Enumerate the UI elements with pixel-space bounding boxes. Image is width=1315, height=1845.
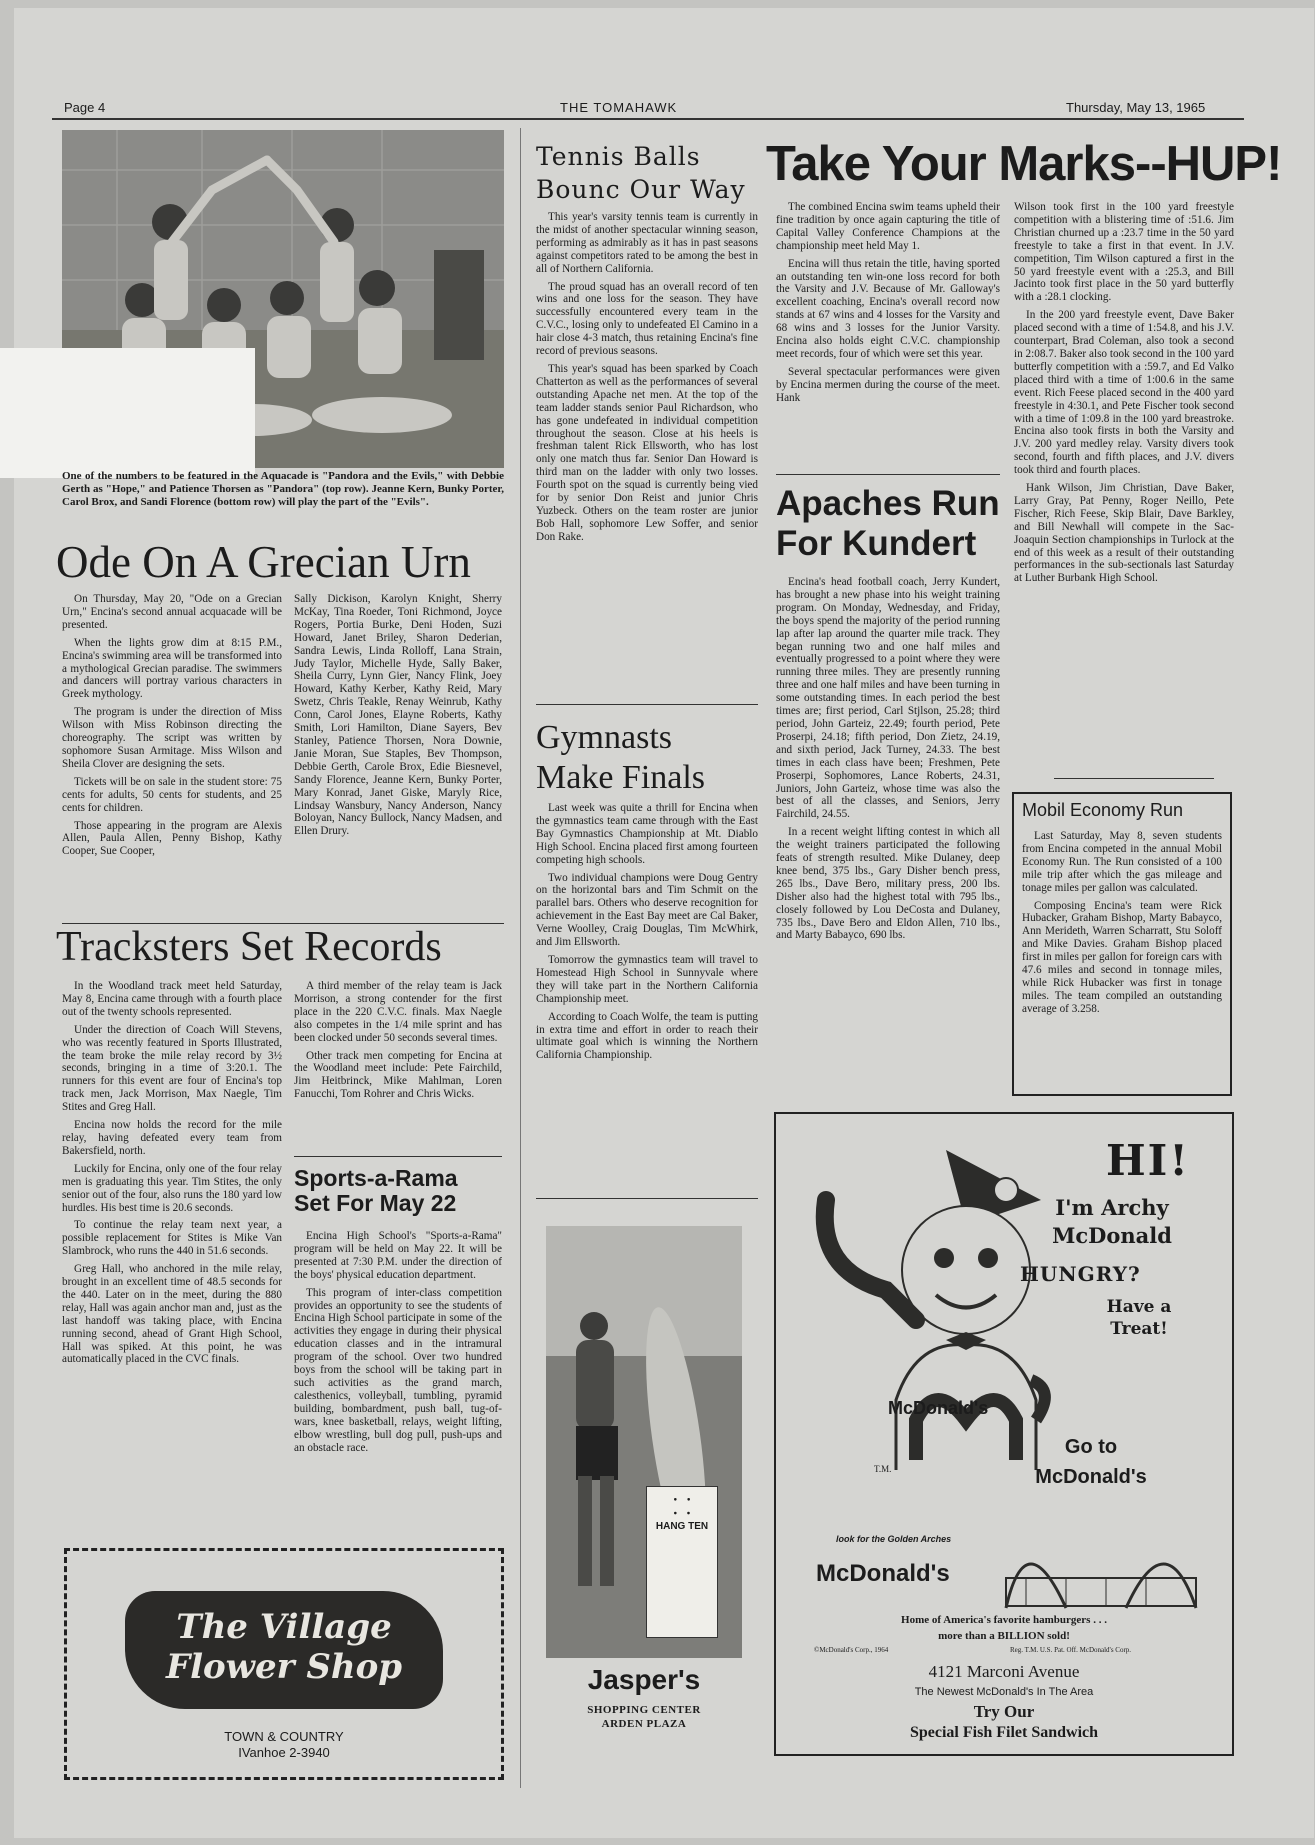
apaches-headline-line1: Apaches Run: [776, 484, 1000, 523]
gymnasts-para: According to Coach Wolfe, the team is putting in extra time and effort in order to reach their ultimate goal which is winning the Northern California Championship.: [536, 1010, 758, 1062]
track-para: A third member of the relay team is Jack Morrison, a strong contender for the first place in the 220 C.V.C. finals. Max Naegle also competes in the 1/4 mile sprint and has been clocked under 50 seconds several times.: [294, 980, 502, 1044]
gymnasts-para: Tomorrow the gymnastics team will travel to Homestead High School in Sunnyvale where they will take part in the Northern California Championship meet.: [536, 953, 758, 1005]
mcd-intro: [1042, 1194, 1182, 1250]
mobil-para: Last Saturday, May 8, seven students from Encina competed in the annual Mobil Economy Run. The Run consisted of a 100 mile trip after which the gas mileage and tonage miles per gallon was calculated.: [1022, 830, 1222, 894]
track-para: Other track men competing for Encina at the Woodland meet include: Pete Fairchild, Jim Heitbrinck, Mike Mahlman, Loren Fanucchi, Tom Rohrer and Chris Wicks.: [294, 1049, 502, 1101]
tennis-headline-line1: Tennis Balls: [536, 142, 701, 171]
mcd-trademark: Reg. T.M. U.S. Pat. Off. McDonald's Corp.: [1010, 1646, 1132, 1654]
apaches-headline: [776, 484, 1000, 564]
gymnasts-headline: [536, 718, 705, 798]
photo-caption: One of the numbers to be featured in the Aquacade is "Pandora and the Evils," with Debbie Gerth as "Hope," and Patience Thorsen as "Pandora" (top row). Jeanne Kern, Bunky Porter, Carol Brox, and Sandi Florence (bottom row) will play the part of the "Evils".: [62, 470, 504, 508]
swim-column-1: [776, 201, 1000, 410]
track-para: In the Woodland track meet held Saturday, May 8, Encina came through with a fourth place out of the twenty schools represented.: [62, 980, 282, 1018]
mcd-im-line1: I'm Archy: [1055, 1195, 1169, 1220]
mcd-goto-line1: Go to: [1064, 1436, 1118, 1458]
section-divider: [536, 704, 758, 705]
sportsarama-headline-line2: Set For May 22: [294, 1190, 457, 1217]
jaspers-name: Jasper's: [587, 1664, 701, 1695]
ode-column-1: [62, 593, 282, 863]
ode-para: Tickets will be on sale in the student store: 75 cents for adults, 50 cents for students, and 25 cents for children.: [62, 775, 282, 814]
ode-column-2: [294, 593, 502, 843]
swim-para: Hank Wilson, Jim Christian, Dave Baker, Larry Gray, Pat Penny, Roger Neillo, Pete Fischer, Rich Feese, Skip Blair, Dave Barkley, and Bill Newhall will compete in the Sac-Joaquin Section championships in Turlock at the end of this week as a result of their outstanding performances in the sub-sectionals last Saturday at Luther Burbank High School.: [1014, 482, 1234, 585]
section-divider: [1054, 778, 1214, 779]
issue-date: Thursday, May 13, 1965: [1066, 100, 1206, 115]
gymnasts-body: [536, 802, 758, 1067]
mcd-goto-line2: McDonald's: [1035, 1466, 1147, 1488]
section-divider: [536, 1198, 758, 1199]
mcd-newest: The Newest McDonald's In The Area: [914, 1686, 1094, 1698]
apaches-body: [776, 576, 1000, 947]
gymnasts-headline-line2: Make Finals: [536, 759, 706, 796]
archy-mascot-icon: [796, 1130, 1056, 1470]
feet-icon: ⸬: [672, 1494, 692, 1519]
section-divider: [776, 474, 1000, 475]
track-column-2: [294, 980, 502, 1106]
mcd-treat: [1084, 1296, 1194, 1340]
sportsarama-para: Encina High School's "Sports-a-Rama" program will be held on May 22. It will be presented at 7:30 P.M. under the direction of the boys' physical education department.: [294, 1230, 502, 1281]
swim-para: The combined Encina swim teams upheld their fine tradition by once again capturing the title of Capital Valley Conference Champions at the championship meet held May 1.: [776, 201, 1000, 252]
gymnasts-headline-line1: Gymnasts: [536, 719, 672, 756]
newspaper-page: [14, 8, 1314, 1838]
track-column-1: [62, 980, 282, 1371]
gymnasts-para: Last week was quite a thrill for Encina when the gymnastics team came through with the East Bay Gymnastics Championship at Mt. Diablo High School. Encina placed first among fourteen competing high schools.: [536, 802, 758, 866]
mcd-try: Try Our: [973, 1702, 1035, 1721]
mobil-para: Composing Encina's team were Rick Hubacker, Graham Bishop, Marty Babayco, Ann Merideth, Warren Scharratt, Stu Soloff and Mike Davies. Graham Bishop placed first in miles per gallon for foreign cars with 47.6 miles and second in tonnage miles, while Rick Hubacker was first in tonage miles. The team compiled an outstanding average of 3.258.: [1022, 899, 1222, 1015]
tennis-para: This year's squad has been sparked by Coach Chatterton as well as the performances of several outstanding Apache net men. At the top of the team ladder stands senior Paul Richardson, who has gone undefeated in individual competition throughout the season. Close at his heels is freshman talent Rick Ellsworth, who has lost only one match thus far. Senior Dan Howard is third man on the ladder with only two losses. Fourth spot on the squad is currently being vied for by senior Don Reist and junior Chris Yuzbeck. Others on the team roster are junior Bob Hall, sophomore Lew Soffer, and senior Don Rake.: [536, 362, 758, 543]
sportsarama-body: [294, 1230, 502, 1459]
page-number: Page 4: [64, 100, 106, 115]
mcd-restaurant-icon: [986, 1530, 1216, 1610]
swim-para: Several spectacular performances were given by Encina mermen during the course of the meet. Hank: [776, 365, 1000, 404]
village-ad-phone: IVanhoe 2-3940: [238, 1745, 330, 1760]
mobil-body: [1022, 830, 1222, 1021]
swim-para: In the 200 yard freestyle event, Dave Baker placed second with a time of 1:54.8, and his J.V. counterpart, Brad Coleman, also took a second in 2:08.7. Baker also took second in the 100 yard butterfly competition with a :59.7, and Ed Valko placed third with a time of 1:00.6 in the same event. Rich Feese placed second in the 400 yard freestyle in 4:30.1, and Pete Fischer took second with a time of 1:09.8 in the 100 yard breastroke. Encina also took firsts in both the Varsity and J.V. 200 yard medley relay. Varsity divers took second, fourth and fifth places, and J.V. divers took third and fourth places.: [1014, 309, 1234, 477]
mcdonalds-ad: [774, 1112, 1234, 1756]
mcd-arch-label: McDonald's: [888, 1398, 989, 1418]
surfer-photo: [546, 1226, 742, 1658]
swim-column-2: [1014, 201, 1234, 590]
ode-para: On Thursday, May 20, "Ode on a Grecian Urn," Encina's second annual acquacade will be presented.: [62, 593, 282, 631]
sportsarama-headline: [294, 1166, 458, 1217]
mcd-billion: more than a BILLION sold!: [938, 1630, 1070, 1642]
swim-headline: Take Your Marks--HUP!: [766, 137, 1282, 191]
mcd-address: 4121 Marconi Avenue: [928, 1662, 1080, 1681]
mcd-fish: Special Fish Filet Sandwich: [909, 1724, 1099, 1741]
jaspers-sub2: ARDEN PLAZA: [601, 1718, 687, 1730]
mcd-tm: T.M.: [874, 1464, 892, 1474]
track-headline: Tracksters Set Records: [56, 924, 442, 970]
paper-patch: [0, 348, 255, 478]
section-divider: [294, 1156, 502, 1157]
mcd-golden-arches-text: look for the Golden Arches: [836, 1534, 952, 1544]
sportsarama-headline-line1: Sports-a-Rama: [294, 1165, 458, 1191]
village-ad-logo: [127, 1607, 441, 1687]
ode-headline: Ode On A Grecian Urn: [56, 537, 471, 587]
track-para: To continue the relay team next year, a possible replacement for Stites is Mike Van Slambrock, who runs the 440 in 51.6 seconds.: [62, 1219, 282, 1258]
track-para: Under the direction of Coach Will Stevens, who was recently featured in Sports Illustrated, the team broke the mile relay record by 3½ seconds, bringing in a time of 3:20.1. The runners for this event are four of Encina's top track men, Jack Morrison, Max Naegle, Tim Stites and Greg Hall.: [62, 1023, 282, 1114]
ode-cast: Sally Dickison, Karolyn Knight, Sherry McKay, Tina Roeder, Toni Richmond, Joyce Rogers, Portia Burke, Deni Hoden, Suzi Howard, Janet Briley, Sharon Dederian, Sandra Lewis, Linda Rolloff, Lana Strain, Judy Taylor, Michelle Hyde, Sally Baker, Sheila Curry, Lynn Gier, Nancy Flink, Joey Howard, Kathy Kerber, Kathy Reid, Mary Swetz, Chris Teakle, Renay Weinrub, Kathy Conn, Carol Jones, Elayne Roberts, Kathy Smith, Lori Hamilton, Diane Sayers, Bev Stanley, Patience Thorsen, Nora Downie, Janie Moran, Sue Staples, Bev Thompson, Debbie Gerth, Carole Brox, Edie Biesnevel, Sandy Florence, Jeanne Kern, Bunky Porter, Mary Konrad, Janet Giske, Maryly Rice, Lindsay Wansbury, Nancy Anderson, Nancy Boloyan, Nancy Bullock, Nancy Madsen, and Ellen Drury.: [294, 593, 502, 838]
ode-para: When the lights grow dim at 8:15 P.M., Encina's swimming area will be transformed into a mythological Grecian paradise. The swimmers and dancers will portray various characters in Greek mythology.: [62, 636, 282, 701]
village-ad-sub1: TOWN & COUNTRY: [224, 1729, 344, 1744]
apaches-para: In a recent weight lifting contest in which all the weight trainers participated the following feats of strength resulted. Mike Dulaney, deep knee bend, 375 lbs., Gary Disher bench press, 265 lbs., Dave Bero, military press, 200 lbs. Disher also had the highest total with 795 lbs., closely followed by Lou DeCosta and Dulaney, 735 lbs., Dave Bero and Eldon Allen, 710 lbs., and Marty Babayco, 690 lbs.: [776, 826, 1000, 942]
mcd-treat-line2: Treat!: [1110, 1319, 1168, 1339]
mcd-treat-line1: Have a: [1106, 1297, 1172, 1317]
tennis-para: This year's varsity tennis team is currently in the midst of another spectacular winning season, performing as admirably as it has in past seasons against competitors rated to be among the best in all of Northern California.: [536, 211, 758, 275]
mcd-im-line2: McDonald: [1052, 1223, 1172, 1248]
ode-para: The program is under the direction of Miss Wilson with Miss Robinson directing the choreography. The script was written by sophomore Susan Armitage. Miss Wilson and Sheila Clover are designing the sets.: [62, 706, 282, 770]
tennis-body: [536, 211, 758, 549]
mcd-home: Home of America's favorite hamburgers . . .: [901, 1614, 1107, 1626]
apaches-headline-line2: For Kundert: [776, 524, 977, 563]
ode-para: Those appearing in the program are Alexis Allen, Paula Allen, Penny Bishop, Kathy Cooper, Sue Cooper,: [62, 819, 282, 858]
sportsarama-para: This program of inter-class competition provides an opportunity to see the students of Encina High School participate in some of the activities they engage in during their physical education classes and in the intramural program of the school. Over two hundred boys from the school will be taking part in such activities as the grand march, calesthenics, volleyball, tumbling, pyramid building, bombardment, push ball, tug-of-wars, knee basketball, relays, weight lifting, elbow wrestling, bull dog pull, push-ups and an obstacle race.: [294, 1286, 502, 1454]
masthead-rule: [52, 118, 1244, 120]
mobil-headline: Mobil Economy Run: [1022, 800, 1184, 820]
apaches-para: Encina's head football coach, Jerry Kundert, has brought a new phase into his weight training program. On Monday, Wednesday, and Friday, the boys spend the majority of the period running lap after lap around the quarter mile track. They began running two and one half miles and eventually progressed to a point where they were running three miles. They are presently running three and one half miles and have been turning in some outstanding times. In each period the best times are; first period, Carl Stjlson, 25.28; third period, John Garteiz, 22.49; fourth period, Pete Proserpi, 24.18; fifth period, Don Zietz, 24.19, and sixth period, Jack Turney, 24.33. The best times in each class have been; Freshmen, Pete Proserpi, Sophomores, Lance Roberts, 24.31, Juniors, John Garteiz, whose time was also the best of all the classes, and Seniors, Jerry Fairchild, 24.55.: [776, 576, 1000, 821]
tennis-headline: [536, 140, 746, 206]
tennis-headline-line2: Bounc Our Way: [536, 175, 746, 204]
paper-name: THE TOMAHAWK: [560, 100, 678, 115]
hang-ten-tag: [646, 1486, 718, 1638]
mcd-goto: [1016, 1432, 1166, 1492]
mcd-hungry: HUNGRY?: [1020, 1262, 1141, 1286]
jaspers-sub1: SHOPPING CENTER: [587, 1704, 701, 1716]
swim-para: Wilson took first in the 100 yard freestyle competition with a blistering time of :51.6. Jim Christian churned up a :23.7 time in the 50 yard freestyle to take a first in that event. In J.V. competition, Tim Wilson captured a first in the 50 yard freestyle event with a :25.3, and Bill Jacinto took first place in the 50 yard butterfly with a :28.1 clocking.: [1014, 201, 1234, 304]
tennis-para: The proud squad has an overall record of ten wins and one loss for the season. They have successfully encountered every team in the C.V.C., losing only to undefeated El Camino in a hair close 4-3 match, thus retaining Encina's fine record of previous seasons.: [536, 280, 758, 358]
village-ad-line1: The Village: [176, 1607, 392, 1647]
hang-ten-label: HANG TEN: [655, 1521, 709, 1532]
mcd-hi: HI!: [1106, 1136, 1190, 1185]
swim-para: Encina will thus retain the title, having sported an outstanding ten win-one loss record for both the Varsity and J.V. Because of Mr. Galloway's excellent coaching, Encina's overall record now stands at 67 wins and 4 losses for the Varsity and 68 wins and 3 losses for the Junior Varsity. Encina also holds eight C.V.C. championship meet records, four of which were set this year.: [776, 257, 1000, 360]
mcd-copyright: ©McDonald's Corp., 1964: [814, 1646, 889, 1654]
column-rule: [520, 128, 521, 1788]
track-para: Encina now holds the record for the mile relay, having defeated every team from Bakersfield, north.: [62, 1119, 282, 1157]
gymnasts-para: Two individual champions were Doug Gentry on the horizontal bars and Tim Schmit on the parallel bars. Others who deserve recognition for achievement in the East Bay meet are Cal Baker, Verne Woolley, Craig Douglas, Tim McWhirk, and Jim Ellsworth.: [536, 871, 758, 949]
track-para: Luckily for Encina, only one of the four relay men is graduating this year. Tim Stites, the only senior out of the four, also runs the 180 yard low hurdles. His best time is 20.6 seconds.: [62, 1162, 282, 1214]
village-flower-shop-ad: [64, 1548, 504, 1780]
track-para: Greg Hall, who anchored in the mile relay, brought in an excellent time of 48.5 seconds for the 440. Later on in the meet, during the 880 relay, Hall was again anchor man and, just as the last handoff was taking place, with Encina running second, ahead of Grant High School, Hall was spiked. At this point, he was automatically placed in the CVC finals.: [62, 1263, 282, 1366]
mcd-logo: McDonald's: [816, 1560, 950, 1587]
mobil-box: [1012, 792, 1232, 1096]
village-ad-line2: Flower Shop: [165, 1647, 403, 1687]
